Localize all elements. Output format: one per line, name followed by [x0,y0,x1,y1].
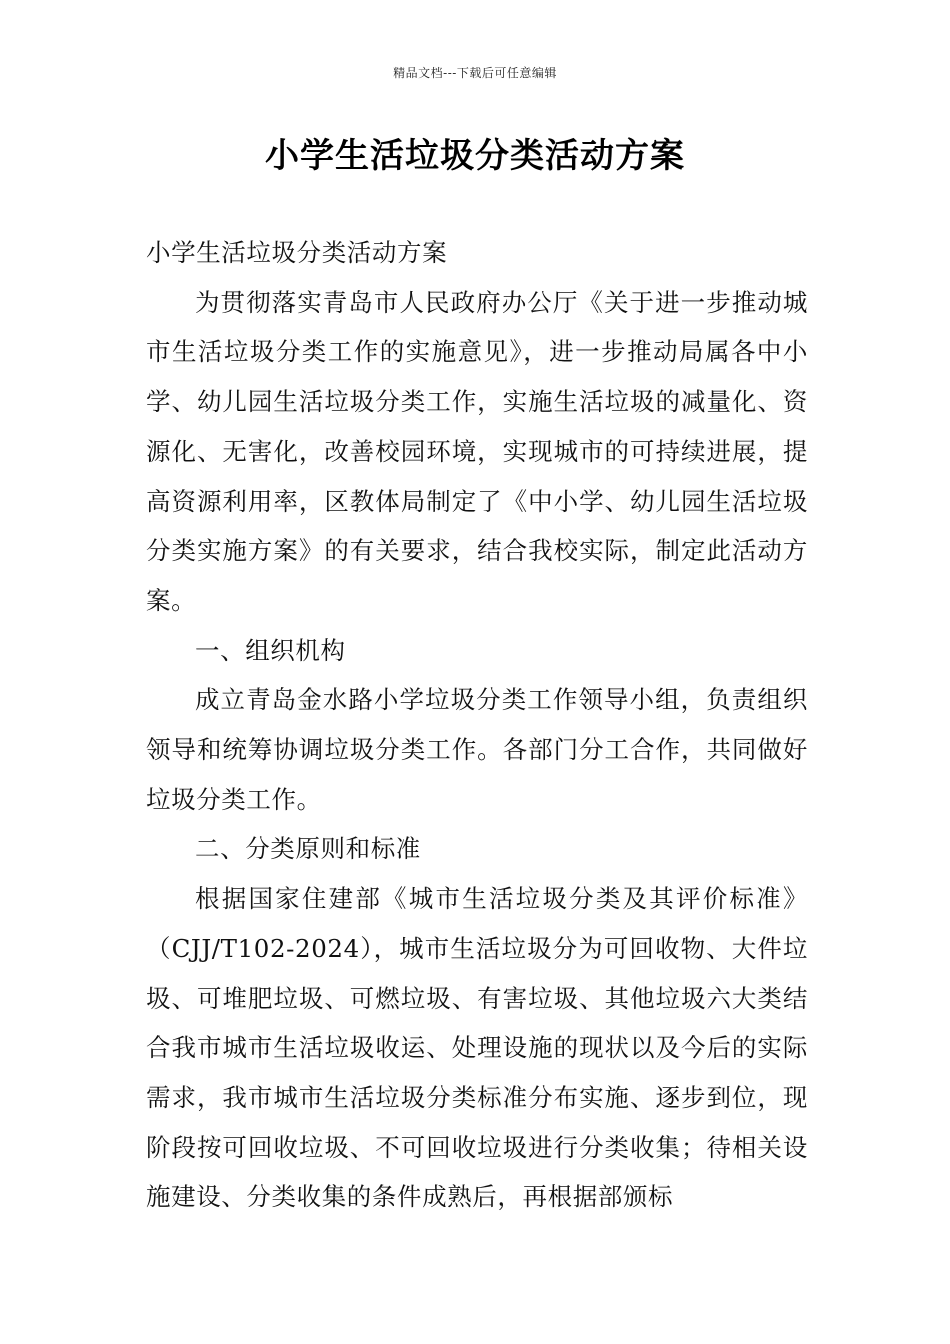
classification-paragraph: 根据国家住建部《城市生活垃圾分类及其评价标准》（CJJ/T102-2024），城市生活垃圾分为可回收物、大件垃圾、可堆肥垃圾、可燃垃圾、有害垃圾、其他垃圾六大类结合我市城市生活垃圾收运、处理设施的现状以及今后的实际需求，我市城市生活垃圾分类标准分布实施、逐步到位，现阶段按可回收垃圾、不可回收垃圾进行分类收集；待相关设施建设、分类收集的条件成熟后，再根据部颁标 [146,884,808,1212]
header-note: 精品文档---下载后可任意编辑 [393,66,557,80]
organization-paragraph: 成立青岛金水路小学垃圾分类工作领导小组，负责组织领导和统筹协调垃圾分类工作。各部门分工合作，共同做好垃圾分类工作。 [146,685,808,814]
section-heading-organization: 一、组织机构 [195,635,346,665]
document-body [146,228,808,1222]
document-subtitle: 小学生活垃圾分类活动方案 [146,238,448,267]
intro-paragraph: 为贯彻落实青岛市人民政府办公厅《关于进一步推动城市生活垃圾分类工作的实施意见》，进一步推动局属各中小学、幼儿园生活垃圾分类工作，实施生活垃圾的减量化、资源化、无害化，改善校园环境，实现城市的可持续进展，提高资源利用率，区教体局制定了《中小学、幼儿园生活垃圾分类实施方案》的有关要求，结合我校实际，制定此活动方案。 [146,287,808,615]
section-heading-classification: 二、分类原则和标准 [195,834,421,864]
document-title: 小学生活垃圾分类活动方案 [265,136,685,176]
